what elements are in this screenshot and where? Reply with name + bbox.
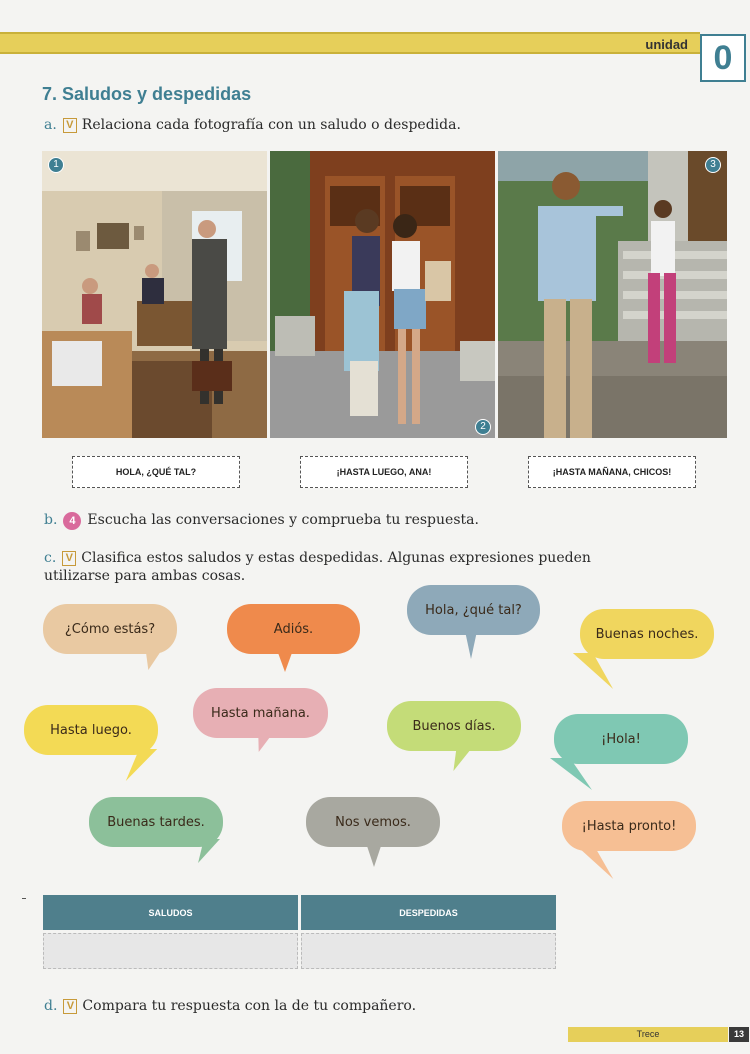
bubble-tail-icon [277,650,293,672]
unit-header-bar [0,32,700,54]
exercise-b-instruction [44,511,479,530]
speech-bubble[interactable] [193,688,328,738]
exercise-d-instruction [44,997,416,1015]
answer-box-1[interactable]: HOLA, ¿QUÉ TAL? [72,456,240,488]
table-header-row [43,895,556,930]
bubble-text: Buenos días. [412,718,496,734]
vocabulary-tag-icon: V [63,999,77,1014]
speech-bubble[interactable] [554,714,688,764]
bubble-tail-icon [573,653,623,689]
photo-badge: 3 [705,157,721,173]
vocabulary-tag-icon: V [63,118,77,133]
exercise-d-text: Compara tu respuesta con la de tu compañero. [82,998,417,1014]
bubble-tail-icon [252,734,273,752]
photo-office-greeting [42,151,267,438]
bubble-text: Hola, ¿qué tal? [425,602,522,618]
speech-bubble[interactable] [580,609,714,659]
exercise-b-letter: b. [44,512,58,528]
exercise-c-text-2: utilizarse para ambas cosas. [44,568,246,584]
bubble-text: Buenas noches. [595,626,699,642]
bubble-text: Adiós. [273,621,314,637]
photo-badge: 1 [48,157,64,173]
bubble-tail-icon [445,747,472,771]
photo-friends-hugging [270,151,495,438]
bubble-text: ¿Cómo estás? [64,621,156,637]
bubble-tail-icon [366,843,382,867]
photo-badge: 2 [475,419,491,435]
section-title-text: Saludos y despedidas [62,84,252,104]
exercise-c-text-1: Clasifica estos saludos y estas despedidas. Algunas expresiones pueden [81,550,591,566]
classification-table [43,895,556,969]
exercise-a-text: Relaciona cada fotografía con un saludo o despedida. [81,117,461,133]
bubble-tail-icon [140,650,161,670]
bubble-text: ¡Hasta pronto! [581,818,677,834]
photo-waving-goodbye [498,151,727,438]
table-header-saludos: SALUDOS [43,895,298,930]
audio-track-icon[interactable]: 4 [63,512,81,530]
bubble-text: Hasta mañana. [211,705,310,721]
unit-number: 0 [713,38,733,77]
speech-bubble[interactable] [407,585,540,635]
unit-label: unidad [645,37,688,52]
answer-box-3[interactable]: ¡HASTA MAÑANA, CHICOS! [528,456,696,488]
speech-bubble[interactable] [24,705,158,755]
bubble-text: Buenas tardes. [107,814,205,830]
bubble-tail-icon [117,749,157,781]
speech-bubble[interactable] [89,797,223,847]
table-header-despedidas: DESPEDIDAS [301,895,556,930]
speech-bubble[interactable] [306,797,440,847]
section-number: 7. [42,84,58,104]
exercise-c-instruction [44,549,591,585]
speech-bubble[interactable] [227,604,360,654]
margin-mark [22,898,26,899]
speech-bubble[interactable] [43,604,177,654]
page-word: Trece [568,1027,728,1042]
bubble-text: Nos vemos. [335,814,411,830]
bubble-tail-icon [465,631,477,659]
table-cell-despedidas[interactable] [301,933,556,969]
exercise-a-letter: a. [44,117,57,133]
bubble-tail-icon [190,839,220,863]
unit-number-box [700,34,746,82]
exercise-d-letter: d. [44,998,58,1014]
bubble-tail-icon [576,845,623,879]
bubble-tail-icon [550,758,602,790]
speech-bubble[interactable] [387,701,521,751]
exercise-c-letter: c. [44,550,57,566]
table-answer-row [43,933,556,969]
bubble-text: ¡Hola! [601,731,641,747]
table-cell-saludos[interactable] [43,933,298,969]
exercise-b-text: Escucha las conversaciones y comprueba tu respuesta. [87,512,479,528]
page-number: 13 [729,1027,749,1042]
speech-bubble[interactable] [562,801,696,851]
exercise-a-instruction [44,116,461,134]
answer-box-2[interactable]: ¡HASTA LUEGO, ANA! [300,456,468,488]
bubble-text: Hasta luego. [50,722,132,738]
vocabulary-tag-icon: V [62,551,76,566]
section-title [42,84,251,105]
